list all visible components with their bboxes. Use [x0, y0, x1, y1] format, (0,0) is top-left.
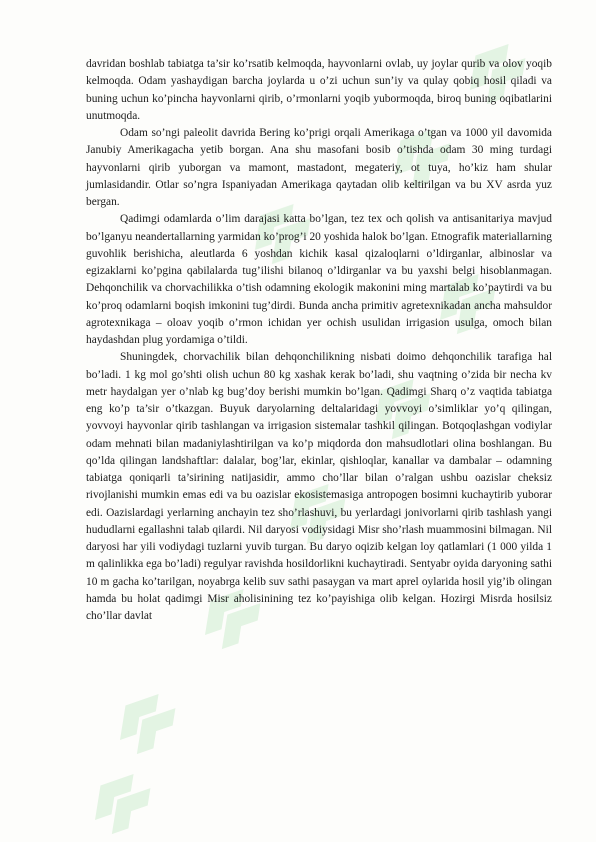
paragraph: Shuningdek, chorvachilik bilan dehqonchilikning nisbati doimo dehqonchilik tarafiga hal bo’ladi. 1 kg mol go’shti olish uchun 80 kg xashak kerak bo’ladi, shu vaqtning o’zida bir necha kv metr haydalgan yer o’nlab kg bug’doy berishi mumkin bo’lgan. Qadimgi Sharq o’z vaqtida tabiatga eng ko’p ta’sir o’tkazgan. Buyuk daryolarning deltalaridagi yovvoyi o’simliklar yo’q qilingan, yovvoyi hayvonlar qirib tashlangan va irrigasion sistemalar tashkil qilingan. Botqoqlashgan vodiylar odam mehnati bilan madaniylashtirilgan va ko’p miqdorda don mahsudlotlari olina boshlangan. Bu qo’lda qilingan landshaftlar: dalalar, bog’lar, ekinlar, qishloqlar, kanallar va dambalar – odamning tabiatga qoniqarli ta’sirining natijasidir, ammo cho’llar bilan o’ralgan ushbu oazislar cheksiz rivojlanishi mumkin emas edi va bu oazislar ekosistemasiga antropogen bosimni kuchaytirib yuborar edi. Oazislardagi yerlarning anchayin tez sho’rlashuvi, bu yerlardagi jonivorlarni qirib tashlash yangi hududlarni egallashni talab qilardi. Nil daryosi vodiysidagi Misr sho’rlash muammosini bilmagan. Nil daryosi har yili vodiydagi tuzlarni yuvib turgan. Bu daryo oqizib kelgan loy qatlamlari (1 000 yilda 1 m qalinlikka ega bo’ladi) regulyar ravishda hosildorlikni kuchaytiradi. Sentyabr oyida daryoning sathi 10 m gacha ko’tarilgan, noyabrga kelib suv sathi pasaygan va mart aprel oylarida hosil yig’ib olingan hamda bu holat qadimgi Misr aholisinining tez ko’payishiga olib kelgan. Hozirgi Misrda hosilsiz cho’llar davlat	[86, 351, 552, 622]
paragraph: Qadimgi odamlarda o’lim darajasi katta bo’lgan, tez tex och qolish va antisanitariya mavjud bo’lganyu neandertallarning yarmidan ko’prog’i 20 yoshida halok bo’lgan. Etnografik materiallarning guvohlik berishicha, aleutlarda 6 yoshdan kichik kasal qizaloqlarni o’ldirganlar, albinoslar va egizaklarni ko’pgina qabilalarda tug’ilishi bilanoq o’ldirganlar va bu yaxshi belgi hisoblanmagan. Dehqonchilik va chorvachilikka o’tish odamning ekologik makonini ming martalab ko’paytirdi va bu ko’proq odamlarni boqish imkonini tug’dirdi. Bunda ancha primitiv agretexnikadan ancha mahsuldor agrotexnikaga – oloav yoqib o’rmon ichidan yer ochish usulidan irrigasion usulga, omoch bilan haydashdan plug yordamiga o’tildi.	[86, 213, 552, 346]
paragraph: davridan boshlab tabiatga ta’sir ko’rsatib kelmoqda, hayvonlarni ovlab, uy joylar qurib va olov yoqib kelmoqda. Odam yashaydigan barcha joylarda u o’zi uchun sun’iy va qulay qobiq hosil qiladi va buning uchun ko’pincha hayvonlarni qirib, o’rmonlarni yoqib yubormoqda, biroq buning oqibatlarini unutmoqda.	[86, 58, 552, 122]
document-body	[86, 56, 552, 625]
watermark-chevron-icon	[106, 682, 182, 759]
watermark-chevron-icon	[81, 762, 157, 839]
paragraph: Odam so’ngi paleolit davrida Bering ko’prigi orqali Amerikaga o’tgan va 1000 yil davomida Janubiy Amerikagacha yetib borgan. Ana shu masofani bosib o’tishda odam 30 ming turdagi hayvonlarni qirib yuborgan va mamont, mastadont, megateriy, ot tuya, ho’kiz ham shular jumlasidandir. Otlar so’ngra Ispaniyadan Amerikaga qaytadan olib keltirilgan va bu XV asrda yuz bergan.	[86, 127, 552, 208]
